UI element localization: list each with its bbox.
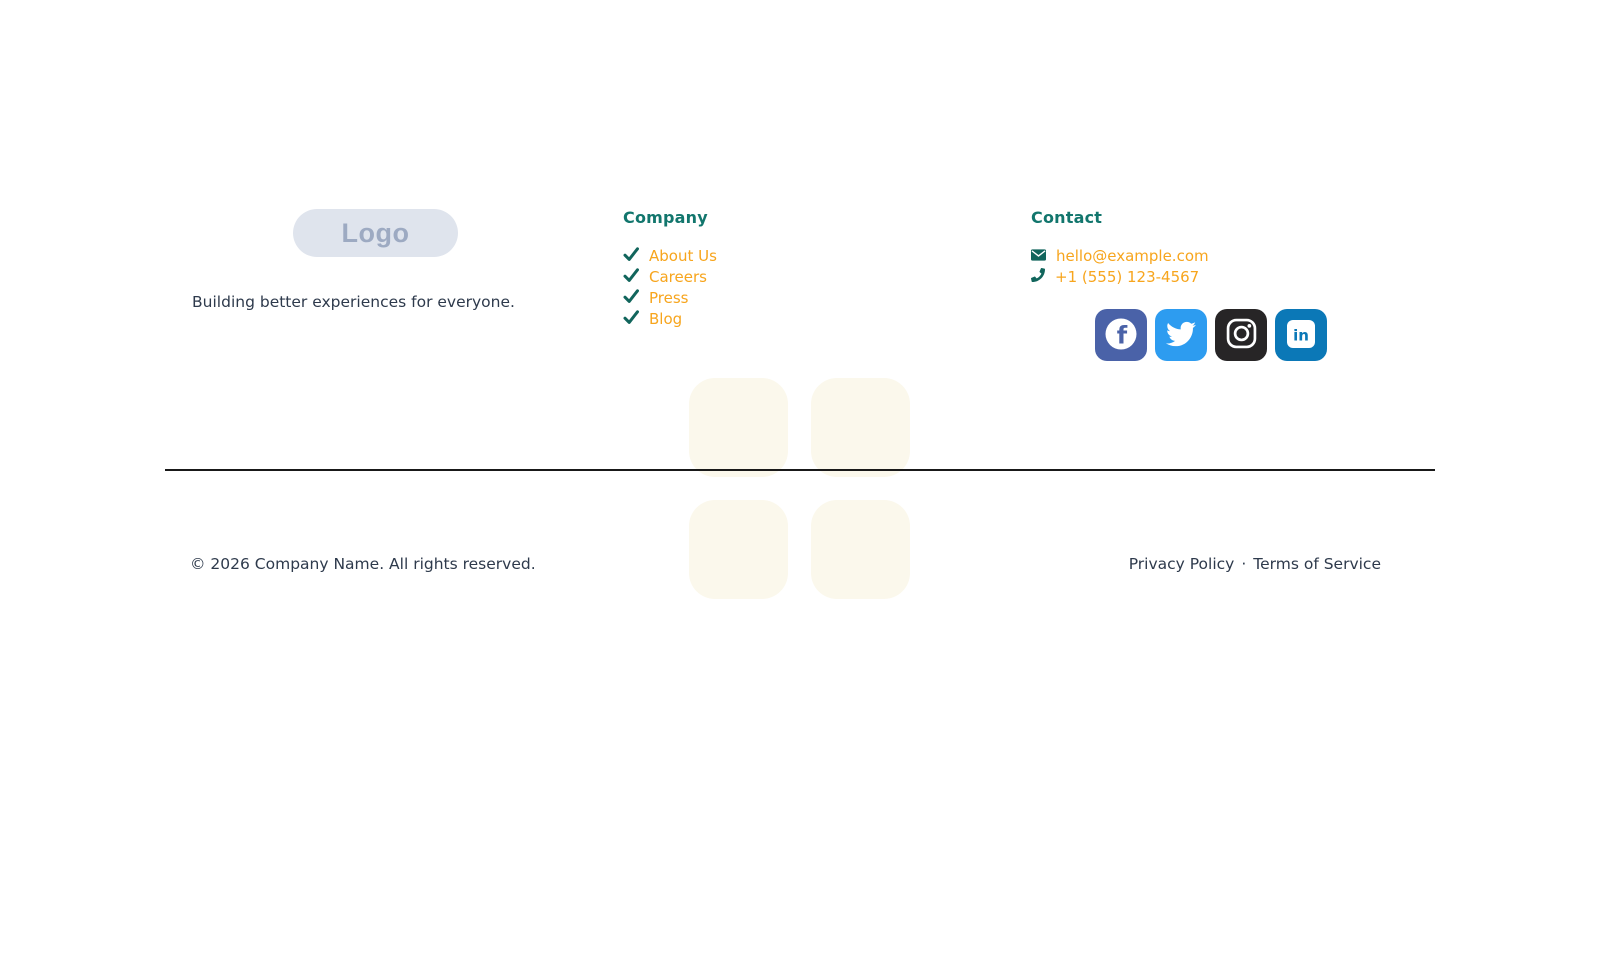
check-icon [623,309,639,329]
company-link-list [623,245,923,329]
legal-separator: · [1241,555,1247,573]
copyright-text: © 2026 Company Name. All rights reserved. [190,555,536,573]
brand-column [165,209,542,311]
footer-link-press[interactable] [623,287,923,308]
facebook-button[interactable] [1095,309,1147,361]
twitter-button[interactable] [1155,309,1207,361]
footer-columns [165,209,1435,361]
svg-text:in: in [1293,326,1309,344]
contact-heading: Contact [1031,208,1103,227]
footer-link-label[interactable]: Blog [649,309,683,328]
linkedin-icon [1286,319,1316,352]
logo [293,209,458,257]
logo-text: Logo [341,217,410,248]
footer-link-careers[interactable] [623,266,923,287]
check-icon [623,267,639,287]
instagram-button[interactable] [1215,309,1267,361]
legal-links [1129,555,1381,573]
company-heading: Company [623,208,708,227]
footer-link-label[interactable]: Careers [649,267,707,286]
phone-icon [1031,267,1045,286]
tagline: Building better experiences for everyone. [192,293,515,311]
email-row[interactable] [1031,245,1435,266]
contact-column [1031,209,1435,361]
email-link[interactable]: hello@example.com [1056,246,1209,265]
footer-link-about-us[interactable] [623,245,923,266]
footer-divider [165,469,1435,471]
twitter-icon [1166,319,1196,352]
phone-row[interactable] [1031,266,1435,287]
company-column [623,209,923,329]
phone-link[interactable]: +1 (555) 123-4567 [1055,267,1200,286]
privacy-policy-link[interactable]: Privacy Policy [1128,555,1235,573]
check-icon [623,246,639,266]
facebook-icon [1103,316,1139,355]
social-buttons [1095,309,1435,361]
terms-of-service-link[interactable]: Terms of Service [1253,555,1381,573]
bottom-bar [165,555,1435,573]
envelope-icon [1031,246,1046,265]
check-icon [623,288,639,308]
footer-container [165,0,1435,573]
linkedin-button[interactable] [1275,309,1327,361]
footer-link-label[interactable]: Press [649,288,689,307]
contact-list [1031,245,1435,287]
instagram-icon [1226,318,1257,352]
svg-text:f: f [1116,321,1128,349]
footer-link-blog[interactable] [623,308,923,329]
footer-link-label[interactable]: About Us [649,246,717,265]
